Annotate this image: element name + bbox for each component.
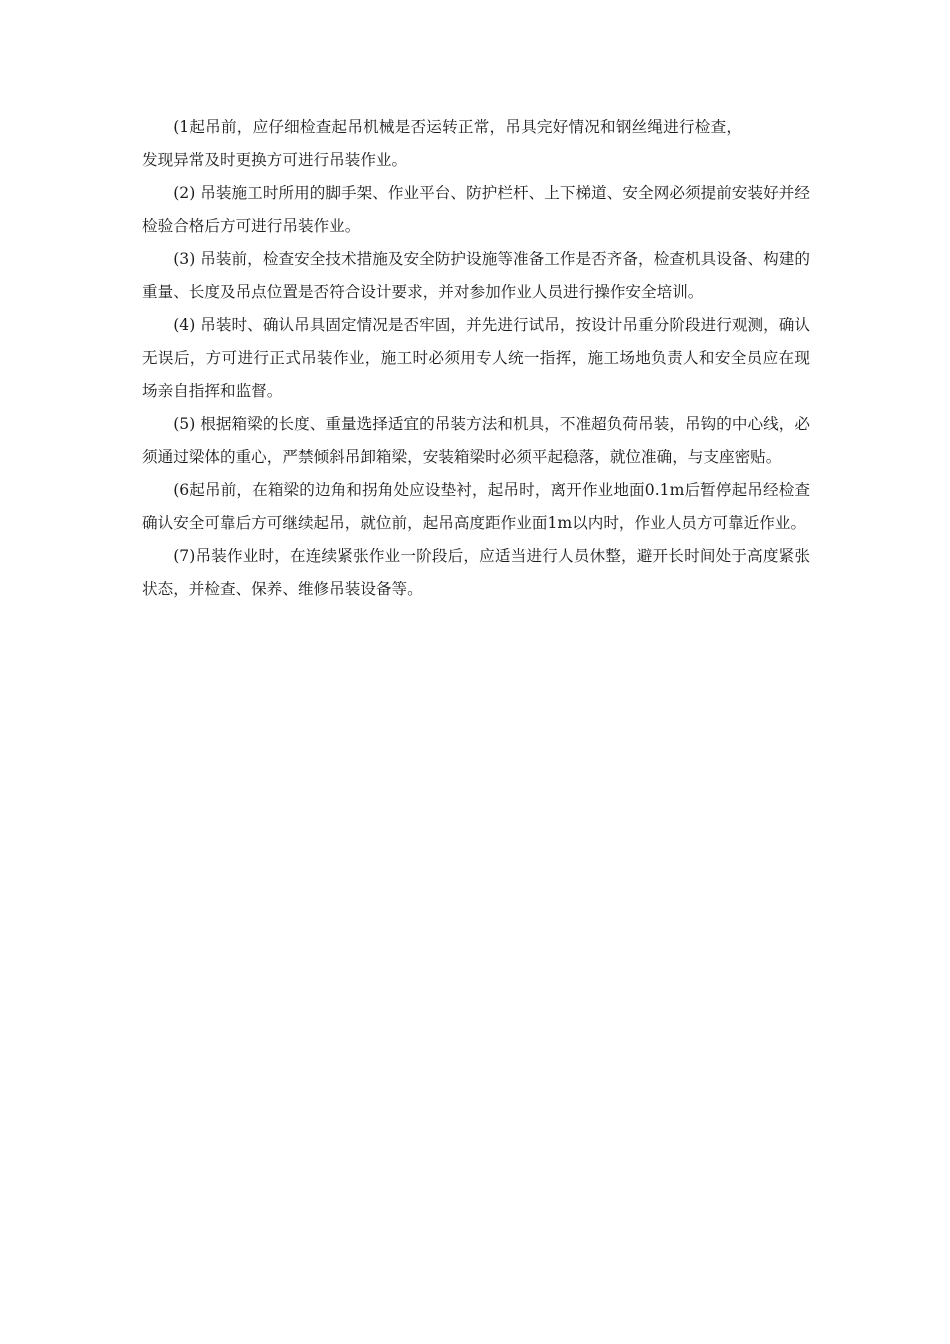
paragraph-1: (1起吊前，应仔细检查起吊机械是否运转正常，吊具完好情况和钢丝绳进行检查，发现异常及时更换方可进行吊装作业。: [142, 118, 742, 169]
paragraph-5: (5) 根据箱梁的长度、重量选择适宜的吊装方法和机具，不准超负荷吊装，吊钩的中心线，必须通过梁体的重心，严禁倾斜吊卸箱梁，安装箱梁时必须平起稳落，就位准确，与支座密贴。: [142, 415, 810, 466]
paragraph-2: (2) 吊装施工时所用的脚手架、作业平台、防护栏杆、上下梯道、安全网必须提前安装好并经检验合格后方可进行吊装作业。: [142, 184, 810, 235]
paragraph-7: (7)吊装作业时，在连续紧张作业一阶段后，应适当进行人员休整，避开长时间处于高度紧张状态，并检查、保养、维修吊装设备等。: [142, 547, 810, 598]
paragraph-4: (4) 吊装时、确认吊具固定情况是否牢固，并先进行试吊，按设计吊重分阶段进行观测，确认无误后，方可进行正式吊装作业，施工时必须用专人统一指挥，施工场地负责人和安全员应在现场亲自指挥和监督。: [142, 316, 810, 400]
paragraph-3: (3) 吊装前，检查安全技术措施及安全防护设施等准备工作是否齐备，检查机具设备、构建的重量、长度及吊点位置是否符合设计要求，并对参加作业人员进行操作安全培训。: [142, 250, 810, 301]
paragraph-6: (6起吊前，在箱梁的边角和拐角处应设垫衬，起吊时，离开作业地面0.1m后暂停起吊经检查确认安全可靠后方可继续起吊，就位前，起吊高度距作业面1m以内时，作业人员方可靠近作业。: [142, 481, 810, 532]
document-body: [142, 111, 810, 606]
